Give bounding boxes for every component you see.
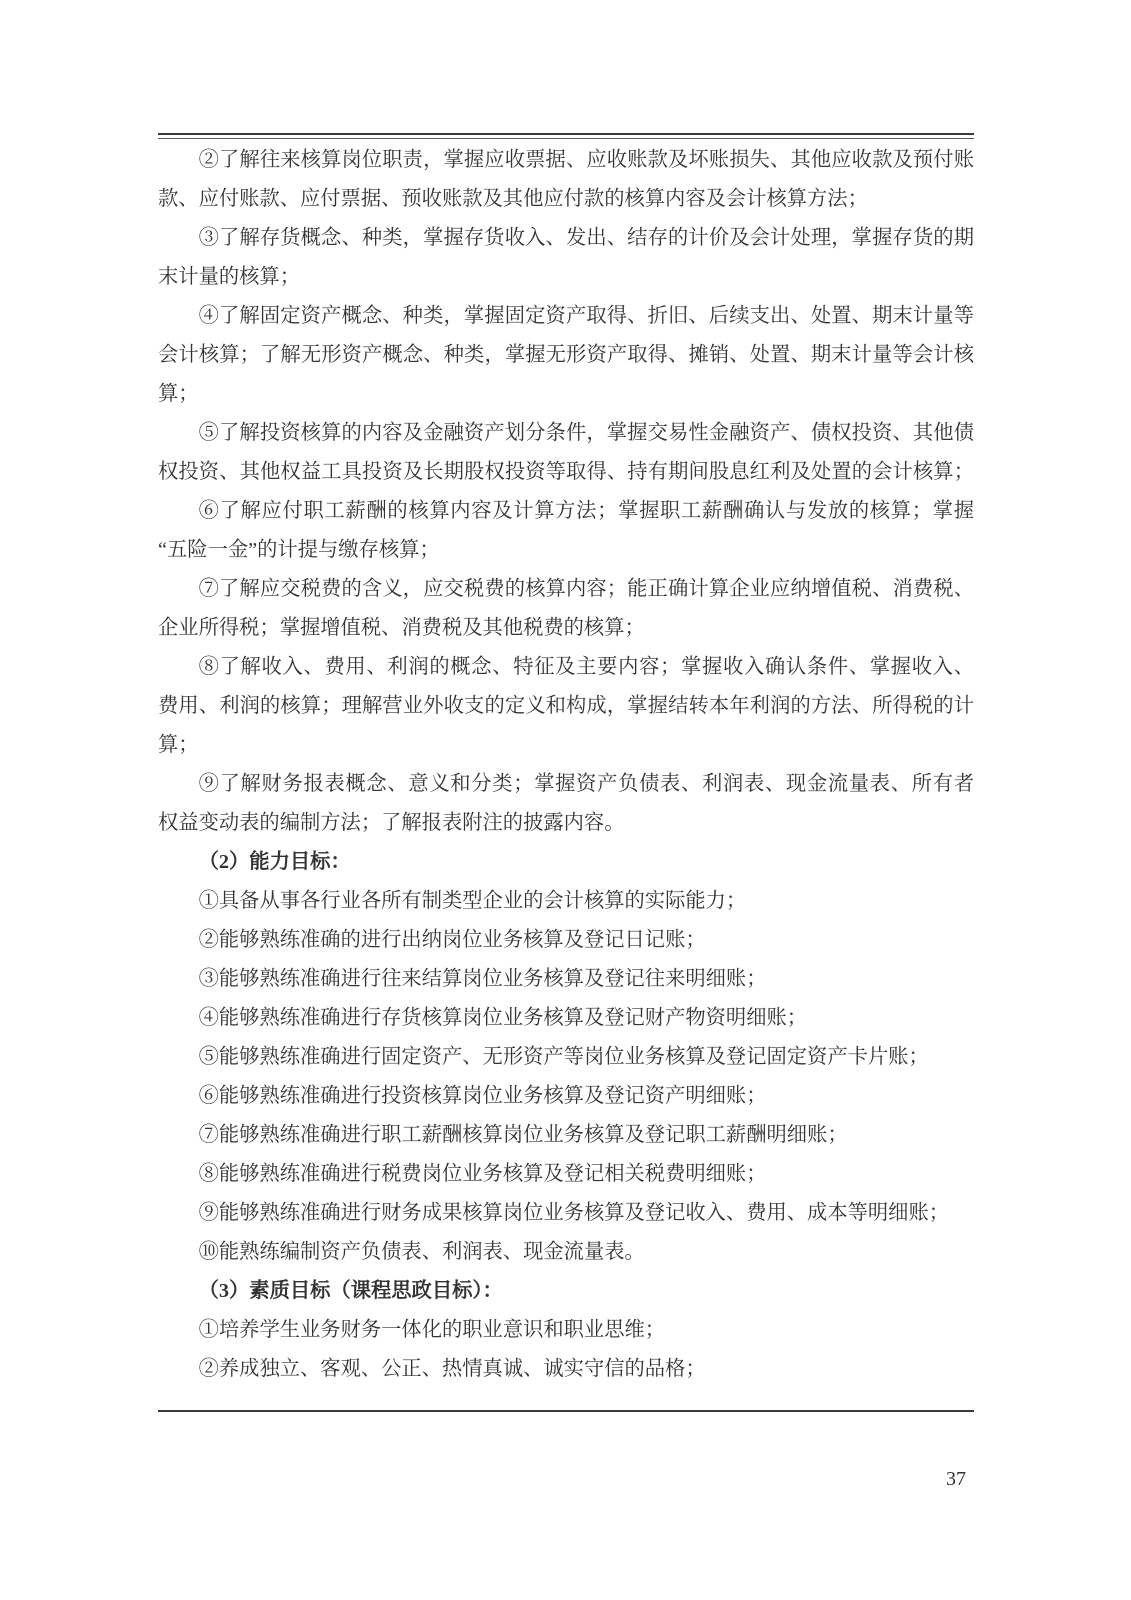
text-line: ⑧了解收入、费用、利润的概念、特征及主要内容；掌握收入确认条件、掌握收入、 bbox=[198, 656, 974, 678]
text-line: 末计量的核算； bbox=[158, 266, 300, 288]
text-line: ⑨能够熟练准确进行财务成果核算岗位业务核算及登记收入、费用、成本等明细账； bbox=[198, 1202, 950, 1224]
text-line: ②了解往来核算岗位职责，掌握应收票据、应收账款及坏账损失、其他应收款及预付账 bbox=[198, 149, 974, 171]
text-line: ⑦能够熟练准确进行职工薪酬核算岗位业务核算及登记职工薪酬明细账； bbox=[198, 1124, 848, 1146]
text-line: ④能够熟练准确进行存货核算岗位业务核算及登记财产物资明细账； bbox=[198, 1007, 808, 1029]
text-line: ⑧能够熟练准确进行税费岗位业务核算及登记相关税费明细账； bbox=[198, 1163, 767, 1185]
header-divider bbox=[158, 133, 974, 139]
text-line: 企业所得税；掌握增值税、消费税及其他税费的核算； bbox=[158, 617, 645, 639]
text-line: ②养成独立、客观、公正、热情真诚、诚实守信的品格； bbox=[198, 1358, 706, 1380]
footer-divider bbox=[158, 1410, 974, 1412]
text-line: ③了解存货概念、种类，掌握存货收入、发出、结存的计价及会计处理，掌握存货的期 bbox=[198, 227, 974, 249]
text-line: 权益变动表的编制方法；了解报表附注的披露内容。 bbox=[158, 812, 625, 834]
document-body bbox=[158, 141, 974, 1389]
text-line: 款、应付账款、应付票据、预收账款及其他应付款的核算内容及会计核算方法； bbox=[158, 188, 868, 210]
text-line: ③能够熟练准确进行往来结算岗位业务核算及登记往来明细账； bbox=[198, 968, 767, 990]
heading-line: （3）素质目标（课程思政目标）： bbox=[198, 1280, 503, 1302]
text-line: ⑦了解应交税费的含义，应交税费的核算内容；能正确计算企业应纳增值税、消费税、 bbox=[198, 578, 974, 600]
text-line: ④了解固定资产概念、种类，掌握固定资产取得、折旧、后续支出、处置、期末计量等 bbox=[198, 305, 974, 327]
text-line: 费用、利润的核算；理解营业外收支的定义和构成，掌握结转本年利润的方法、所得税的计 bbox=[158, 695, 974, 717]
text-line: “五险一金”的计提与缴存核算； bbox=[158, 539, 440, 561]
text-line: ①培养学生业务财务一体化的职业意识和职业思维； bbox=[198, 1319, 666, 1341]
heading-line: （2）能力目标： bbox=[198, 851, 351, 873]
text-line: ⑤能够熟练准确进行固定资产、无形资产等岗位业务核算及登记固定资产卡片账； bbox=[198, 1046, 929, 1068]
text-line: ②能够熟练准确的进行出纳岗位业务核算及登记日记账； bbox=[198, 929, 706, 951]
text-line: ⑨了解财务报表概念、意义和分类；掌握资产负债表、利润表、现金流量表、所有者 bbox=[198, 773, 974, 795]
text-line: ⑤了解投资核算的内容及金融资产划分条件，掌握交易性金融资产、债权投资、其他债 bbox=[198, 422, 974, 444]
text-line: 算； bbox=[158, 734, 199, 756]
text-line: ①具备从事各行业各所有制类型企业的会计核算的实际能力； bbox=[198, 890, 747, 912]
text-line: 权投资、其他权益工具投资及长期股权投资等取得、持有期间股息红利及处置的会计核算； bbox=[158, 461, 974, 483]
text-line: 会计核算；了解无形资产概念、种类，掌握无形资产取得、摊销、处置、期末计量等会计核 bbox=[158, 344, 974, 366]
text-line: 算； bbox=[158, 383, 199, 405]
text-line: ⑥能够熟练准确进行投资核算岗位业务核算及登记资产明细账； bbox=[198, 1085, 767, 1107]
text-line: ⑥了解应付职工薪酬的核算内容及计算方法；掌握职工薪酬确认与发放的核算；掌握 bbox=[198, 500, 974, 522]
page-number: 37 bbox=[946, 1468, 966, 1490]
text-line: ⑩能熟练编制资产负债表、利润表、现金流量表。 bbox=[198, 1241, 645, 1263]
